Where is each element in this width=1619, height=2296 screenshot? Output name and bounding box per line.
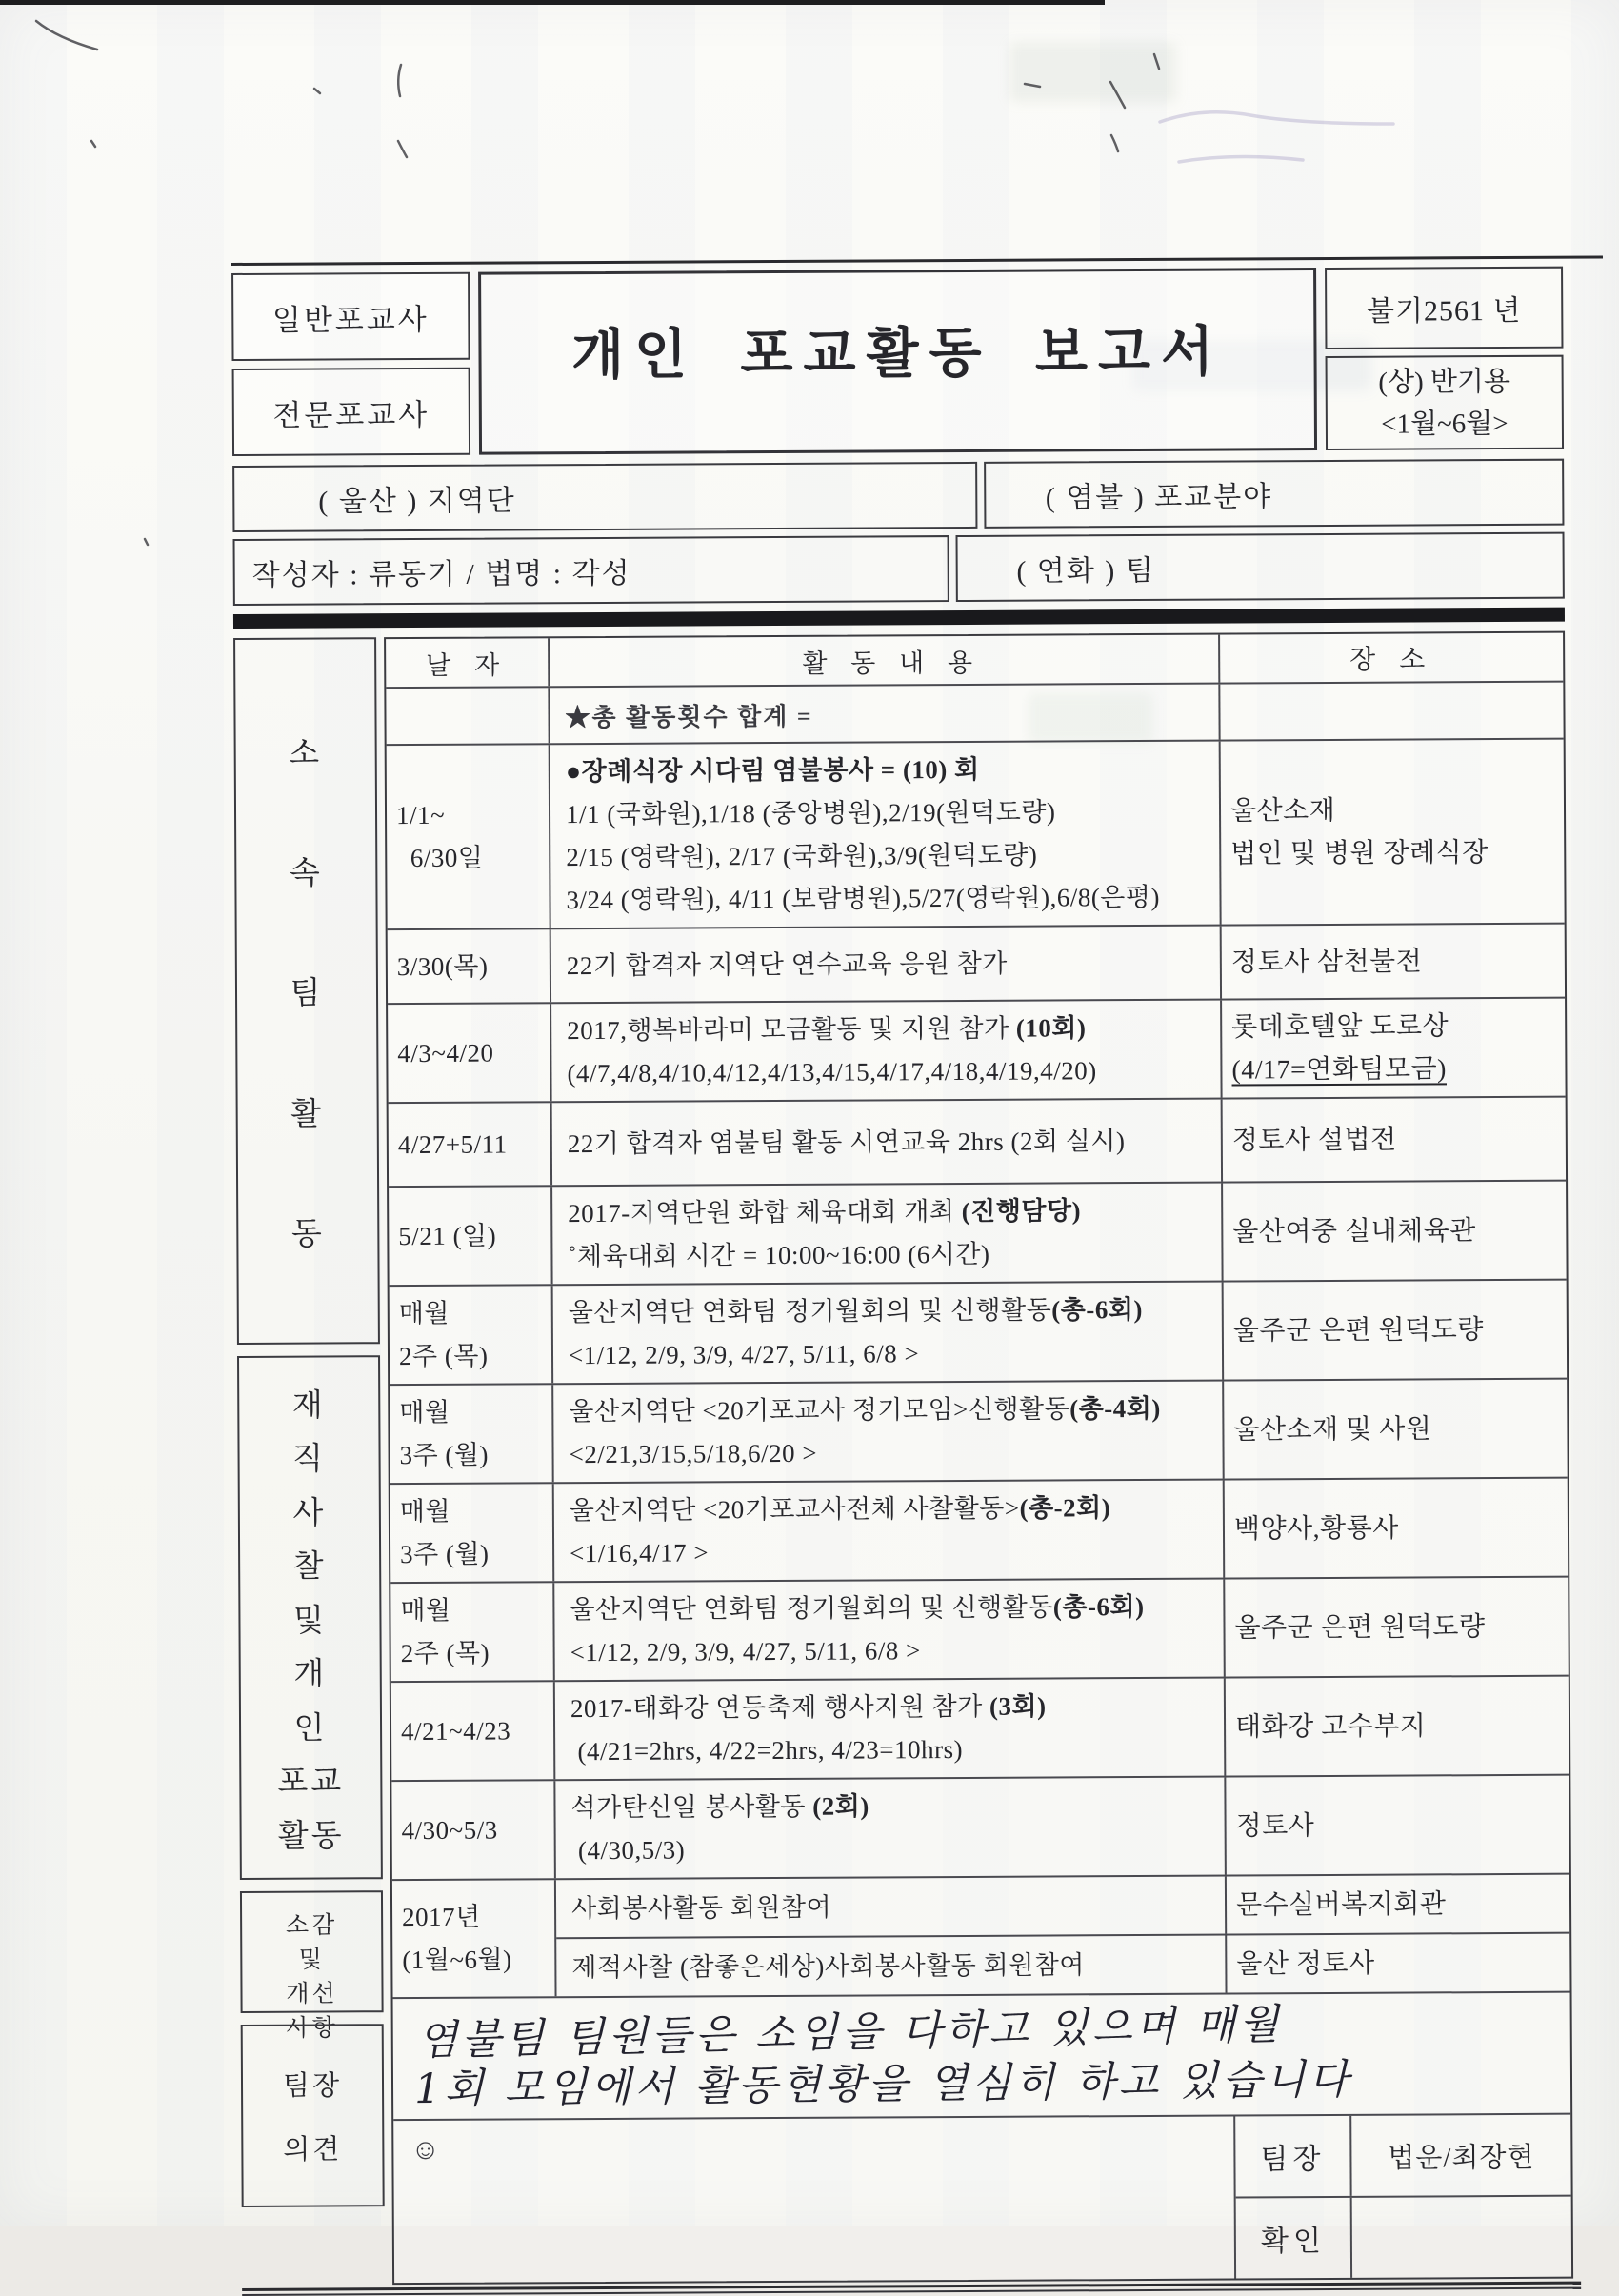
approval-subtable (1235, 2115, 1571, 2279)
content-segment: 울산지역단 연화팀 정기월회의 및 신행활동 (570, 1592, 1053, 1625)
sidebar-label-line: 동 (290, 1217, 325, 1252)
content-line: 22기 합격자 염불팀 활동 시연교육 2hrs (2회 실시) (567, 1126, 1126, 1158)
content-segment: (3회) (989, 1691, 1047, 1721)
sidebar-label-line: 활 (290, 1097, 325, 1132)
remarks-handwriting-area (393, 1993, 1571, 2121)
content-cell (552, 1184, 1224, 1285)
place-cell (1223, 1098, 1566, 1182)
sidebar-label-line: 사 (292, 1495, 327, 1531)
sidebar-label-line: 소감 (285, 1912, 338, 1939)
content-cell (552, 1100, 1223, 1186)
content-line: <1/12, 2/9, 3/9, 4/27, 5/11, 6/8 > (570, 1636, 921, 1667)
content-line: ●장례식장 시다림 염불봉사 = (10) 회 (565, 754, 980, 787)
approval-row (1236, 2197, 1571, 2279)
sidebar-label-line: 찰 (292, 1549, 327, 1585)
content-segment: (총-6회) (1051, 1295, 1143, 1325)
date-line: 3주 (월) (399, 1440, 490, 1470)
date-cell (389, 1103, 552, 1186)
date-line: 1/1~ (395, 800, 446, 830)
approval-label: 팀장 (1235, 2116, 1351, 2197)
content-segment: 2017-지역단원 화합 체육대회 개최 (568, 1196, 962, 1228)
content-cell (556, 1936, 1227, 1997)
date-line: 3주 (월) (400, 1539, 490, 1569)
activity-row (390, 1578, 1569, 1683)
date-line: 6/30일 (396, 843, 484, 873)
date-line: 4/27+5/11 (397, 1128, 508, 1159)
sidebar-label-line: 의견 (283, 2134, 343, 2166)
content-segment: (2회) (812, 1791, 869, 1821)
activity-row (392, 1875, 1570, 1999)
place-cell (1224, 1281, 1568, 1380)
activity-row (389, 1182, 1567, 1287)
date-line: 2017년 (402, 1902, 481, 1932)
content-cell (556, 1877, 1227, 1938)
sidebar-label-line: 소 (289, 736, 323, 771)
district-field: ( 울산 ) 지역단 (232, 462, 978, 532)
sidebar-section-leader-opinion (241, 2024, 385, 2207)
leader-opinion-cell (393, 2117, 1236, 2284)
content-line (570, 1685, 1214, 1731)
content-cell (555, 1679, 1227, 1780)
content-cell (550, 742, 1222, 928)
approval-value (1352, 2197, 1571, 2278)
sidebar-label-line: 팀 (290, 976, 324, 1012)
content-line: (4/7,4/8,4/10,4/12,4/13,4/15,4/17,4/18,4/19,4/20) (567, 1056, 1097, 1088)
content-line (570, 1586, 1213, 1632)
report-title: 개인 포교활동 보고서 (478, 268, 1317, 455)
content-segment: 울산지역단 <20기포교사전체 사찰활동> (569, 1493, 1020, 1526)
place-cell (1225, 1479, 1569, 1578)
activity-table (384, 631, 1573, 2285)
date-cell (391, 1682, 556, 1780)
content-line: 사회봉사활동 회원참여 (570, 1892, 832, 1923)
info-row-1 (232, 459, 1564, 532)
date-line: 5/21 (일) (398, 1221, 497, 1250)
column-header-activity: 활 동 내 용 (550, 635, 1220, 687)
date-cell (388, 929, 551, 1003)
content-line (569, 1388, 1212, 1434)
content-line: (4/30,5/3) (570, 1835, 686, 1866)
place-cell (1222, 999, 1566, 1098)
place-cell (1226, 1776, 1569, 1875)
activity-row (390, 1479, 1569, 1584)
content-segment: 울산지역단 <20기포교사 정기모임>신행활동 (569, 1394, 1070, 1427)
date-line: 2주 (목) (400, 1638, 490, 1668)
date-line: 4/3~4/20 (397, 1038, 494, 1068)
place-cell (1223, 1182, 1567, 1281)
content-segment: (진행담당) (961, 1196, 1082, 1226)
scan-edge-artifact (0, 0, 1105, 5)
half-year-box (1326, 355, 1565, 450)
sidebar-label-line: 사항 (286, 2015, 338, 2042)
date-line: 매월 (400, 1595, 451, 1626)
content-line: 울주군 은편 원덕도량 (1234, 1611, 1486, 1644)
activity-subrow (556, 1875, 1569, 1940)
content-line: <1/16,4/17 > (570, 1538, 710, 1568)
info-row-2 (233, 532, 1565, 606)
activity-subrow (556, 1934, 1569, 1997)
role-boxes (231, 272, 470, 456)
mission-field: ( 염불 ) 포교분야 (985, 459, 1565, 529)
activity-row (388, 999, 1566, 1104)
date-line: 매월 (398, 1298, 450, 1328)
date-cell (392, 1880, 557, 1997)
main-section (233, 631, 1573, 2286)
table-body (387, 740, 1570, 1999)
content-segment: 울산지역단 연화팀 정기월회의 및 신행활동 (568, 1295, 1052, 1328)
place-cell (1222, 925, 1565, 999)
info-section (232, 459, 1565, 606)
content-line: 제적사찰 (참좋은세상)사회봉사활동 회원참여 (571, 1949, 1085, 1982)
content-line (568, 1189, 1211, 1236)
sidebar-label-line: 및 (298, 1947, 325, 1973)
content-segment: (10회) (1015, 1013, 1087, 1043)
activity-row (388, 925, 1565, 1005)
split-subrows (556, 1875, 1570, 1997)
content-segment: 석가탄신일 봉사활동 (570, 1791, 813, 1823)
sidebar-label-line: 직 (292, 1442, 327, 1477)
date-cell (390, 1286, 554, 1384)
date-line: 매월 (399, 1496, 451, 1527)
content-line (567, 1007, 1210, 1053)
place-cell (1225, 1578, 1569, 1677)
handwritten-remark-line: 1회 모임에서 활동현황을 열심히 하고 있습니다 (413, 2055, 1353, 2114)
approval-label: 확인 (1236, 2198, 1352, 2279)
content-cell (553, 1283, 1225, 1384)
activity-row (389, 1098, 1566, 1188)
sidebar-section-team-activities (233, 637, 380, 1345)
content-line: 백양사,황룡사 (1233, 1513, 1399, 1545)
content-cell (551, 927, 1222, 1003)
author-field: 작성자 : 류동기 / 법명 : 각성 (233, 535, 949, 606)
place-cell (1221, 740, 1565, 925)
content-line: <2/21,3/15,5/18,6/20 > (569, 1438, 818, 1469)
role-general-label: 일반포교사 (231, 272, 470, 361)
activity-row (387, 740, 1565, 930)
content-line: 1/1 (국화원),1/18 (중앙병원),2/19(원덕도량) (565, 797, 1056, 829)
sidebar-label-line: 팀장 (282, 2070, 343, 2102)
activity-row (390, 1380, 1568, 1485)
content-segment: (총-4회) (1069, 1393, 1161, 1424)
date-cell (390, 1583, 555, 1681)
content-line: (4/17=연화팀모금) (1231, 1054, 1448, 1086)
date-cell (388, 1004, 552, 1102)
content-line: 정토사 삼천불전 (1230, 946, 1423, 978)
section-divider-bar (233, 608, 1565, 629)
content-line: 정토사 (1235, 1810, 1315, 1842)
handwritten-remark-line: 염불팀 팀원들은 소임을 다하고 있으며 매월 (417, 2000, 1284, 2066)
total-count-row (386, 683, 1563, 746)
sidebar-label-line: 활동 (277, 1818, 345, 1854)
content-line: 울주군 은편 원덕도량 (1232, 1314, 1484, 1347)
sidebar-label-line: 및 (292, 1603, 327, 1639)
content-line: 울산소재 및 사원 (1233, 1413, 1432, 1446)
form-header (231, 267, 1564, 456)
team-field: ( 연화 ) 팀 (955, 532, 1565, 602)
place-cell (1227, 1934, 1569, 1993)
date-line: 2주 (목) (398, 1341, 489, 1371)
content-line: 울산소재 (1229, 795, 1336, 827)
half-type-label: (상) 반기용 (1378, 366, 1511, 398)
content-line: 태화강 고수부지 (1234, 1710, 1427, 1743)
content-segment: 2017,행복바라미 모금활동 및 지원 참가 (567, 1013, 1016, 1046)
date-line: 매월 (399, 1397, 450, 1428)
content-line: 3/24 (영락원), 4/11 (보람병원),5/27(영락원),6/8(은평) (566, 882, 1161, 915)
date-cell (390, 1484, 555, 1582)
place-cell-empty (1220, 683, 1563, 740)
report-form (231, 256, 1573, 2296)
content-line (569, 1288, 1212, 1335)
date-cell (387, 745, 551, 928)
date-line: 4/30~5/3 (401, 1815, 498, 1845)
sidebar-label-line: 개 (293, 1657, 328, 1692)
content-line: 롯데호텔앞 도로상 (1231, 1011, 1449, 1043)
section-sidebar (233, 637, 385, 2286)
content-cell (554, 1580, 1226, 1681)
content-line: 22기 합격자 지역단 연수교육 응원 참가 (566, 948, 1008, 980)
place-cell (1226, 1677, 1569, 1776)
content-cell (555, 1778, 1227, 1879)
content-segment: 2017-태화강 연등축제 행사지원 참가 (570, 1691, 990, 1724)
content-line: 2/15 (영락원), 2/17 (국화원),3/9(원덕도량) (566, 840, 1038, 872)
activity-row (390, 1281, 1568, 1386)
activity-row (391, 1677, 1569, 1782)
sidebar-label-line: 인 (293, 1710, 328, 1747)
role-professional-label: 전문포교사 (232, 368, 470, 456)
leader-opinion-row (393, 2115, 1571, 2283)
date-line: 4/21~4/23 (400, 1715, 511, 1746)
content-line (570, 1784, 1214, 1830)
bleed-through-artifact (1009, 43, 1176, 102)
content-line: (4/21=2hrs, 4/22=2hrs, 4/23=10hrs) (570, 1734, 964, 1767)
sidebar-label-line: 재 (291, 1388, 326, 1424)
content-cell (554, 1481, 1226, 1582)
table-header-row (386, 633, 1563, 689)
content-line: 정토사 설법전 (1231, 1125, 1397, 1156)
approval-value: 법운/최장현 (1388, 2142, 1535, 2174)
date-cell-empty (386, 688, 550, 744)
sidebar-label-line: 속 (289, 856, 323, 892)
content-line (570, 1487, 1213, 1533)
sidebar-section-remarks (240, 1890, 384, 2042)
half-range-label: <1월~6월> (1381, 408, 1509, 440)
date-line: (1월~6월) (402, 1945, 512, 1975)
approval-row (1235, 2115, 1570, 2199)
date-cell (391, 1781, 556, 1879)
content-line: 문수실버복지회관 (1235, 1888, 1447, 1920)
content-segment: (총-6회) (1052, 1592, 1145, 1622)
date-cell (390, 1385, 554, 1483)
activity-row (391, 1776, 1569, 1881)
date-line: 3/30(목) (396, 951, 489, 981)
era-boxes (1325, 267, 1564, 450)
sidebar-label-line: 개선 (286, 1981, 338, 2007)
content-line: <1/12, 2/9, 3/9, 4/27, 5/11, 6/8 > (568, 1339, 920, 1370)
content-cell (553, 1382, 1225, 1483)
content-line: 울산 정토사 (1236, 1948, 1375, 1979)
place-cell (1224, 1380, 1568, 1479)
column-header-place: 장 소 (1349, 645, 1434, 675)
sidebar-label-line: 포교 (277, 1765, 345, 1800)
content-cell (551, 1001, 1223, 1102)
column-header-date: 날 자 (386, 638, 550, 687)
sidebar-section-temple-personal (237, 1355, 383, 1880)
content-line: 울산여중 실내체육관 (1232, 1215, 1476, 1248)
form-top-rule (231, 255, 1603, 266)
content-line: 법인 및 병원 장례식장 (1230, 838, 1489, 869)
smiley-doodle: ☺ (410, 2133, 441, 2166)
date-cell (389, 1187, 553, 1285)
total-count-label: ★총 활동횟수 합계 = (550, 685, 1220, 744)
content-segment: (총-2회) (1019, 1493, 1111, 1523)
buddhist-era-year: 불기2561 년 (1325, 267, 1563, 349)
content-line: ˚체육대회 시간 = 10:00~16:00 (6시간) (568, 1239, 990, 1271)
place-cell (1227, 1875, 1569, 1934)
